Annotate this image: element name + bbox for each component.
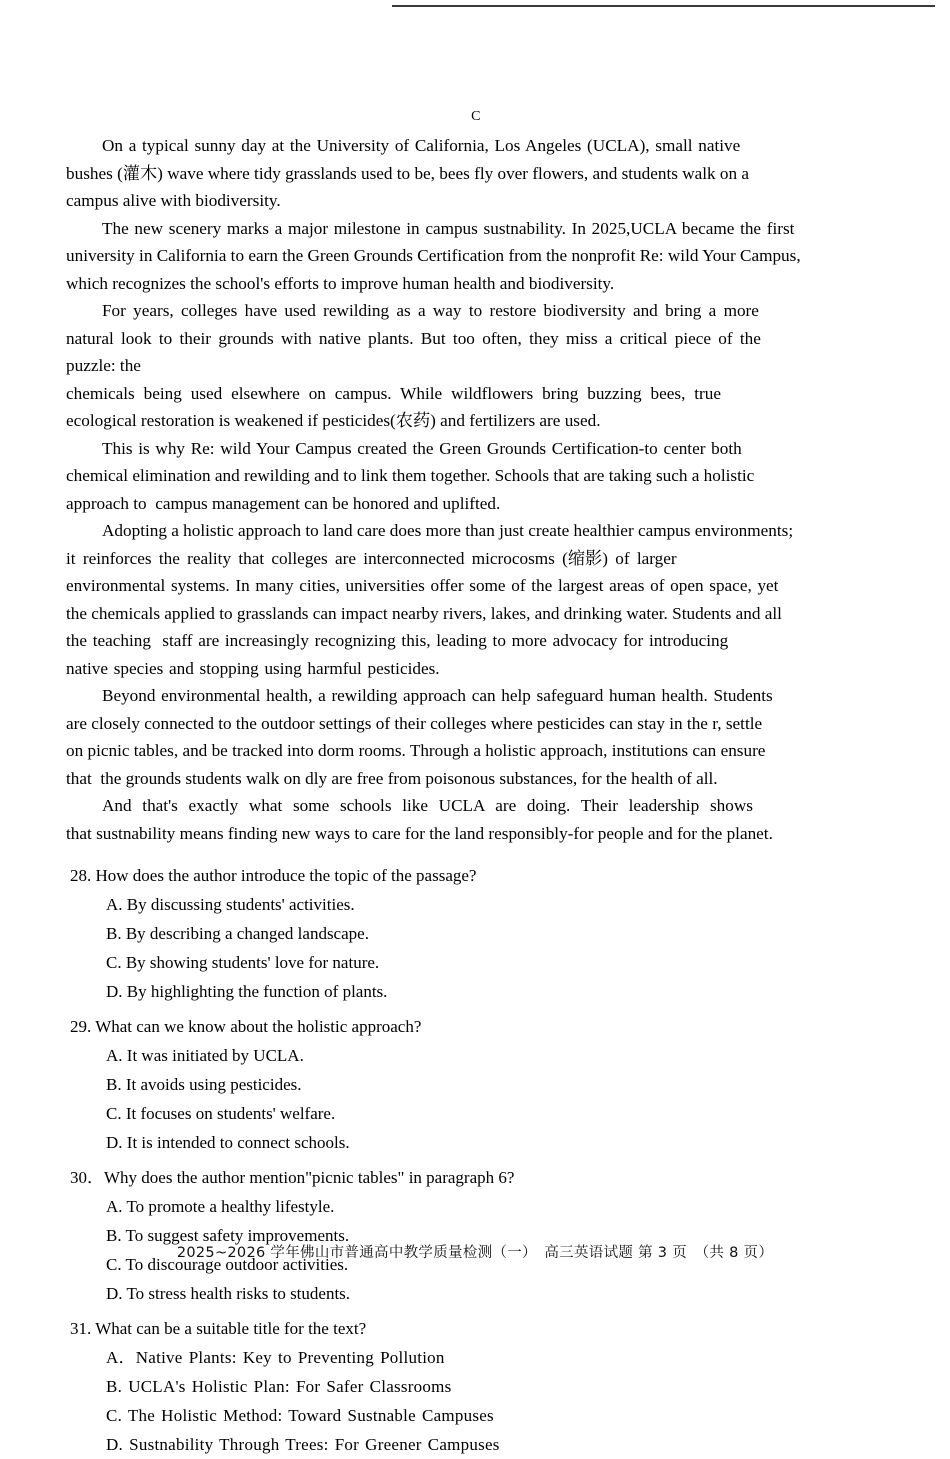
passage-line: the teaching staff are increasingly recognizing this, leading to more advocacy for introducing (66, 631, 729, 650)
passage-paragraph-7 (66, 792, 886, 847)
question-stem: 28. How does the author introduce the topic of the passage? (70, 866, 477, 885)
passage-line: native species and stopping using harmful pesticides. (66, 658, 440, 678)
option-b[interactable]: B. It avoids using pesticides. (106, 1075, 302, 1094)
question-29 (66, 1012, 886, 1157)
passage-paragraph-5 (66, 517, 886, 682)
passage-line: And that's exactly what some schools like UCLA are doing. Their leadership shows (102, 796, 753, 815)
passage-paragraph-4 (66, 435, 886, 518)
question-stem: 31. What can be a suitable title for the text? (70, 1319, 367, 1338)
option-d[interactable]: D. To stress health risks to students. (106, 1284, 351, 1303)
passage-paragraph-6 (66, 682, 886, 792)
passage-line: Beyond environmental health, a rewilding approach can help safeguard human health. Students (102, 686, 773, 705)
option-c[interactable]: C. It focuses on students' welfare. (106, 1104, 336, 1123)
option-d[interactable]: D. Sustnability Through Trees: For Greener Campuses (106, 1435, 500, 1454)
header-rule (392, 5, 935, 7)
passage-line: that sustnability means finding new ways to care for the land responsibly-for people and for the planet. (66, 823, 773, 843)
passage-line: are closely connected to the outdoor settings of their colleges where pesticides can stay in the r, settle (66, 713, 763, 733)
option-a[interactable]: A．Native Plants: Key to Preventing Pollution (106, 1348, 445, 1367)
option-a[interactable]: A. To promote a healthy lifestyle. (106, 1197, 335, 1216)
passage-paragraph-1 (66, 132, 886, 215)
footer-text: 2025~2026 学年佛山市普通高中教学质量检测（一） 高三英语试题 第 3 页 （共 8 页） (176, 1245, 774, 1261)
section-letter: C (471, 109, 481, 124)
question-options (66, 1041, 886, 1157)
passage-line: the chemicals applied to grasslands can impact nearby rivers, lakes, and drinking water. Students and all (66, 603, 782, 623)
passage-paragraph-2 (66, 215, 886, 298)
passage-line: ecological restoration is weakened if pesticides(农药) and fertilizers are used. (66, 411, 601, 430)
questions-list (66, 861, 886, 1459)
passage-line: This is why Re: wild Your Campus created the Green Grounds Certification-to center both (102, 438, 742, 458)
passage-paragraph-3 (66, 297, 886, 435)
passage-line: natural look to their grounds with native plants. But too often, they miss a critical piece of the (66, 328, 761, 348)
question-stem: 29. What can we know about the holistic approach? (70, 1017, 422, 1036)
passage-line: it reinforces the reality that colleges are interconnected microcosms (缩影) of larger (66, 548, 677, 568)
passage-line: approach to campus management can be honored and uplifted. (66, 493, 501, 513)
passage-line: on picnic tables, and be tracked into dorm rooms. Through a holistic approach, institutions can ensure (66, 741, 766, 760)
option-d[interactable]: D. By highlighting the function of plants. (106, 982, 388, 1001)
question-options (66, 890, 886, 1006)
question-stem: 30．Why does the author mention"picnic tables" in paragraph 6? (70, 1168, 515, 1187)
option-b[interactable]: B. By describing a changed landscape. (106, 924, 369, 943)
passage-line: which recognizes the school's efforts to improve human health and biodiversity. (66, 273, 615, 293)
passage-line: puzzle: the (66, 356, 141, 375)
passage-line: For years, colleges have used rewilding as a way to restore biodiversity and bring a more (102, 301, 759, 320)
passage-line: that the grounds students walk on dly are free from poisonous substances, for the health of all. (66, 768, 718, 788)
option-a[interactable]: A. By discussing students' activities. (106, 895, 355, 914)
option-c[interactable]: C. To discourage outdoor activities. (106, 1255, 349, 1274)
passage-line: bushes (灌木) wave where tidy grasslands used to be, bees fly over flowers, and students walk on a (66, 163, 750, 183)
question-31 (66, 1314, 886, 1459)
passage-line: Adopting a holistic approach to land care does more than just create healthier campus environments; (102, 521, 794, 540)
passage-line: university in California to earn the Green Grounds Certification from the nonprofit Re: wild Your Campus, (66, 246, 801, 265)
option-c[interactable]: C. By showing students' love for nature. (106, 953, 380, 972)
option-d[interactable]: D. It is intended to connect schools. (106, 1133, 350, 1152)
page-footer (0, 1243, 950, 1263)
option-b[interactable]: B. UCLA's Holistic Plan: For Safer Classrooms (106, 1377, 452, 1396)
passage-line: environmental systems. In many cities, universities offer some of the largest areas of open space, yet (66, 576, 779, 595)
question-options (66, 1343, 886, 1459)
passage-line: The new scenery marks a major milestone in campus sustnability. In 2025,UCLA became the first (102, 218, 795, 238)
passage-line: chemical elimination and rewilding and to link them together. Schools that are taking such a holistic (66, 466, 755, 485)
question-28 (66, 861, 886, 1006)
option-a[interactable]: A. It was initiated by UCLA. (106, 1046, 304, 1065)
passage-line: chemicals being used elsewhere on campus. While wildflowers bring buzzing bees, true (66, 383, 721, 403)
passage-line: On a typical sunny day at the University of California, Los Angeles (UCLA), small native (102, 136, 741, 155)
option-c[interactable]: C. The Holistic Method: Toward Sustnable Campuses (106, 1406, 494, 1425)
question-30 (66, 1163, 886, 1308)
passage-line: campus alive with biodiversity. (66, 191, 281, 210)
option-b[interactable]: B. To suggest safety improvements. (106, 1226, 350, 1245)
